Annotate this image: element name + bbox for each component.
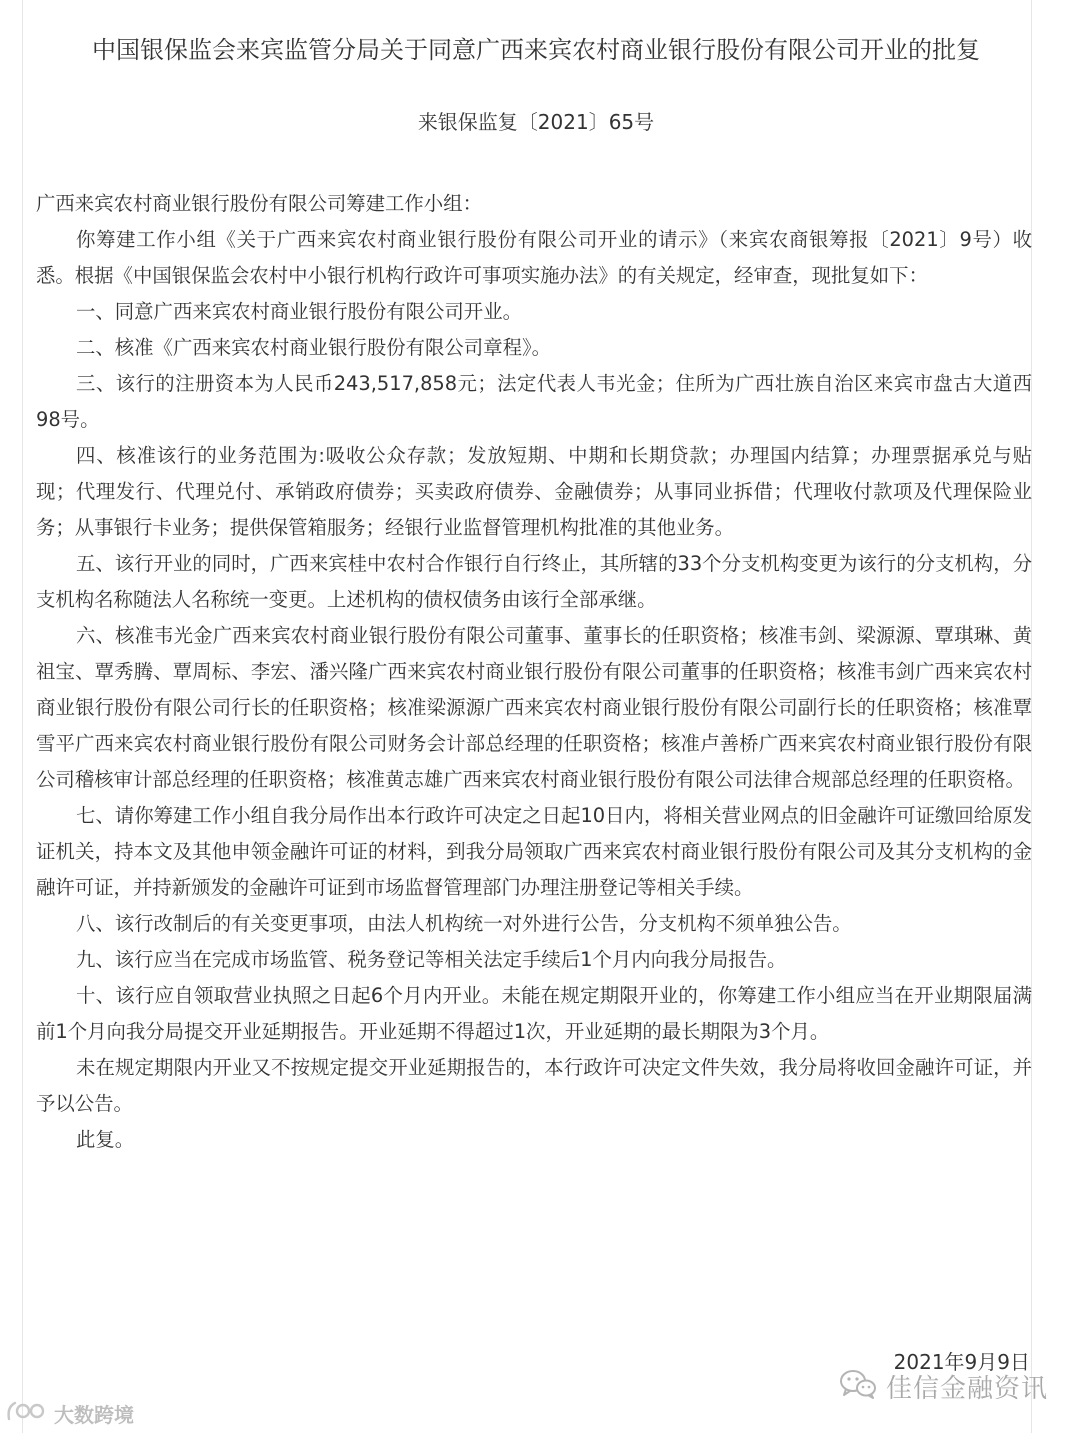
document-date: 2021年9月9日	[893, 1350, 1030, 1374]
wechat-icon	[838, 1368, 878, 1404]
document-number: 来银保监复〔2021〕65号	[417, 110, 655, 134]
salutation: 广西来宾农村商业银行股份有限公司筹建工作小组：	[36, 192, 482, 215]
watermark-source-text: 佳信金融资讯	[886, 1373, 1049, 1404]
paragraph-item-4: 四、核准该行的业务范围为:吸收公众存款；发放短期、中期和长期贷款；办理国内结算；办理票据承兑与贴现；代理发行、代理兑付、承销政府债券；买卖政府债券、金融债券；从事同业拆借；代理收付款项及代理保险业务；从事银行卡业务；提供保管箱服务；经银行业监督管理机构批准的其他业务。	[36, 444, 1032, 539]
paragraph-item-5: 五、该行开业的同时，广西来宾桂中农村合作银行自行终止，其所辖的33个分支机构变更为该行的分支机构，分支机构名称随法人名称统一变更。上述机构的债权债务由该行全部承继。	[36, 552, 1032, 611]
page-border-left	[22, 0, 23, 1433]
paragraph-item-2: 二、核准《广西来宾农村商业银行股份有限公司章程》。	[76, 336, 552, 359]
document-body	[36, 186, 1032, 1158]
watermark-source	[838, 1366, 1048, 1406]
paragraph-item-8: 八、该行改制后的有关变更事项，由法人机构统一对外进行公告，分支机构不须单独公告。	[76, 912, 852, 935]
watermark-platform-text: 大数跨境	[54, 1402, 134, 1427]
document-title: 中国银保监会来宾监管分局关于同意广西来宾农村商业银行股份有限公司开业的批复	[92, 36, 980, 64]
watermark-logo-icon	[6, 1399, 48, 1427]
paragraph-item-1: 一、同意广西来宾农村商业银行股份有限公司开业。	[76, 300, 522, 323]
paragraph-item-6: 六、核准韦光金广西来宾农村商业银行股份有限公司董事、董事长的任职资格；核准韦剑、梁源源、覃琪琳、黄祖宝、覃秀腾、覃周标、李宏、潘兴隆广西来宾农村商业银行股份有限公司董事的任职资格；核准韦剑广西来宾农村商业银行股份有限公司行长的任职资格；核准梁源源广西来宾农村商业银行股份有限公司副行长的任职资格；核准覃雪平广西来宾农村商业银行股份有限公司财务会计部总经理的任职资格；核准卢善桥广西来宾农村商业银行股份有限公司稽核审计部总经理的任职资格；核准黄志雄广西来宾农村商业银行股份有限公司法律合规部总经理的任职资格。	[36, 624, 1032, 791]
paragraph-item-7: 七、请你筹建工作小组自我分局作出本行政许可决定之日起10日内，将相关营业网点的旧金融许可证缴回给原发证机关，持本文及其他申领金融许可证的材料，到我分局领取广西来宾农村商业银行股份有限公司及其分支机构的金融许可证，并持新颁发的金融许可证到市场监督管理部门办理注册登记等相关手续。	[36, 804, 1032, 899]
paragraph-item-10: 十、该行应自领取营业执照之日起6个月内开业。未能在规定期限开业的，你筹建工作小组应当在开业期限届满前1个月向我分局提交开业延期报告。开业延期不得超过1次，开业延期的最长期限为3个月。	[36, 984, 1032, 1043]
paragraph-item-3: 三、该行的注册资本为人民币243,517,858元；法定代表人韦光金；住所为广西壮族自治区来宾市盘古大道西98号。	[36, 372, 1032, 431]
paragraph-intro: 你筹建工作小组《关于广西来宾农村商业银行股份有限公司开业的请示》（来宾农商银筹报〔2021〕9号）收悉。根据《中国银保监会农村中小银行机构行政许可事项实施办法》的有关规定，经审查，现批复如下：	[36, 228, 1032, 287]
paragraph-consequence: 未在规定期限内开业又不按规定提交开业延期报告的，本行政许可决定文件失效，我分局将收回金融许可证，并予以公告。	[36, 1056, 1032, 1115]
watermark-platform	[6, 1398, 134, 1428]
paragraph-item-9: 九、该行应当在完成市场监管、税务登记等相关法定手续后1个月内向我分局报告。	[76, 948, 787, 971]
paragraph-closing: 此复。	[76, 1128, 135, 1151]
